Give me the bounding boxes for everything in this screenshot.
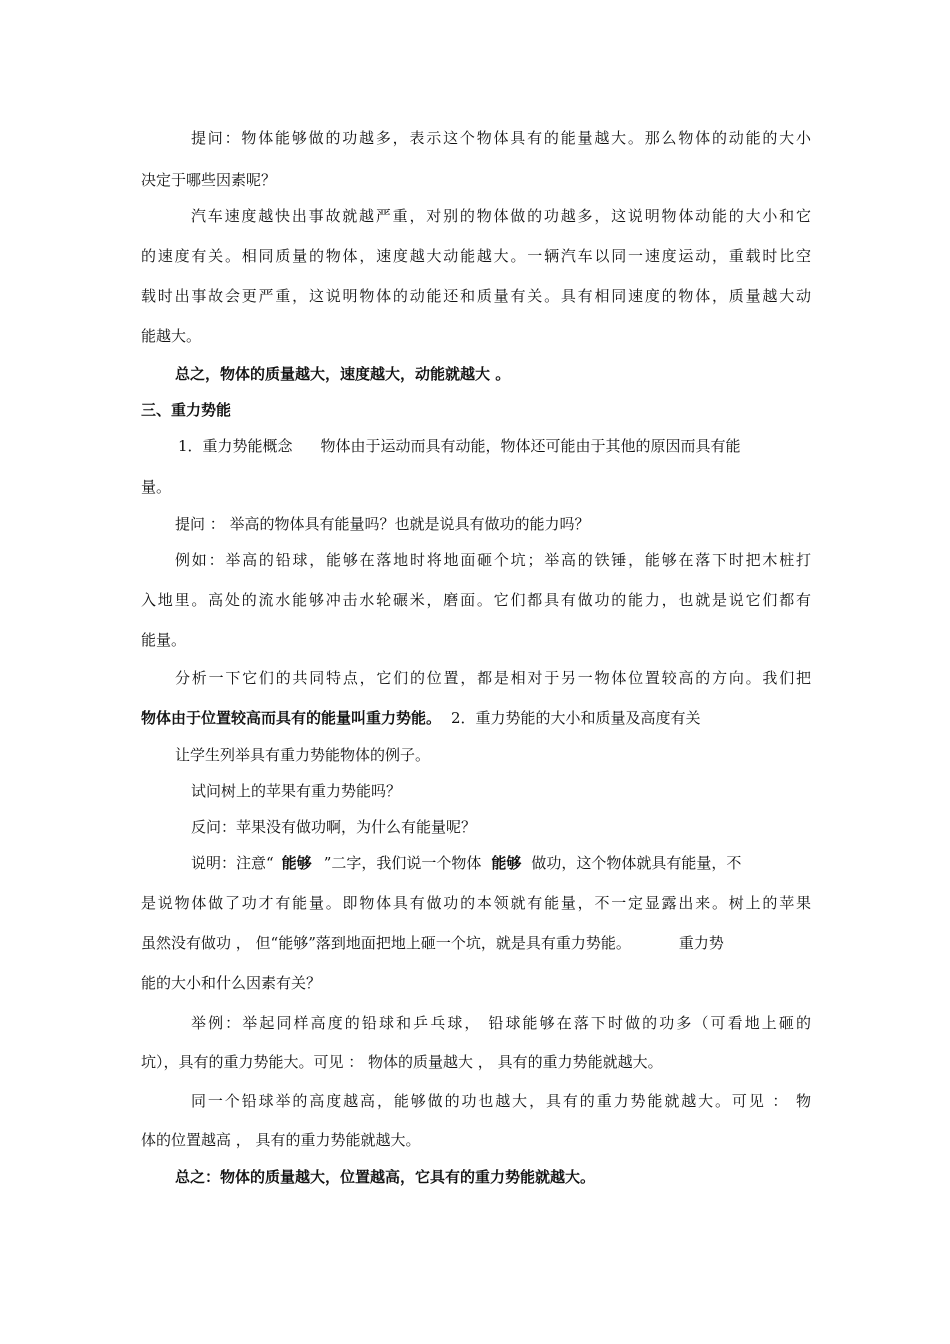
emphasis-word: 能够 [491, 854, 522, 872]
paragraph-line: 量。 [141, 478, 172, 496]
paragraph-line: 试问树上的苹果有重力势能吗？ [191, 782, 402, 800]
paragraph-line: 反问：苹果没有做功啊，为什么有能量呢？ [191, 818, 477, 836]
paragraph-line: 分析一下它们的共同特点，它们的位置，都是相对于另一物体位置较高的方向。我们把 [175, 669, 811, 687]
paragraph-line [178, 436, 741, 456]
paragraph-line: 让学生列举具有重力势能物体的例子。 [175, 746, 431, 764]
definition-bold-text: 物体由于位置较高而具有的能量叫重力势能。 [141, 709, 442, 727]
paragraph-text: 物体由于运动而具有动能，物体还可能由于其他的原因而具有能 [320, 437, 741, 455]
paragraph-line: 举例：举起同样高度的铅球和乒乓球， 铅球能够在落下时做的功多（可看地上砸的 [191, 1014, 811, 1032]
paragraph-line: 提问 ： 举高的物体具有能量吗？也就是说具有做功的能力吗？ [175, 515, 590, 533]
paragraph-line: 同一个铅球举的高度越高，能够做的功也越大，具有的重力势能就越大。可见 ： 物 [191, 1092, 811, 1110]
paragraph-line: 载时出事故会更严重，这说明物体的动能还和质量有关。具有相同速度的物体，质量越大动 [141, 287, 811, 305]
summary-bold-line: 总之：物体的质量越大，位置越高，它具有的重力势能就越大。 [175, 1168, 596, 1186]
paragraph-line: 汽车速度越快出事故就越严重，对别的物体做的功越多，这说明物体动能的大小和它 [191, 207, 811, 225]
section-heading: 三、重力势能 [141, 401, 232, 419]
paragraph-line: 能量。 [141, 631, 187, 649]
paragraph-line: 决定于哪些因素呢？ [141, 171, 277, 189]
paragraph-line: 提问：物体能够做的功越多，表示这个物体具有的能量越大。那么物体的动能的大小 [191, 129, 811, 147]
paragraph-line: 的速度有关。相同质量的物体，速度越大动能越大。一辆汽车以同一速度运动，重载时比空 [141, 247, 811, 265]
paragraph-line: 是说物体做了功才有能量。即物体具有做功的本领就有能量，不一定显露出来。树上的苹果 [141, 894, 811, 912]
paragraph-line: 虽然没有做功 ， 但“能够”落到地面把地上砸一个坑，就是具有重力势能。 重力势 [141, 934, 724, 952]
subheading-gravity-energy-concept: 1．重力势能概念 [178, 437, 293, 455]
paragraph-line [141, 708, 701, 728]
summary-bold-line: 总之，物体的质量越大，速度越大，动能就越大 。 [175, 365, 511, 383]
paragraph-line: 入地里。高处的流水能够冲击水轮碾米，磨面。它们都具有做功的能力，也就是说它们都有 [141, 591, 811, 609]
emphasis-word: 能够 [281, 854, 312, 872]
paragraph-line: 坑），具有的重力势能大。可见 ： 物体的质量越大 ， 具有的重力势能就越大。 [141, 1053, 663, 1071]
paragraph-line: 例如：举高的铅球，能够在落地时将地面砸个坑；举高的铁锤，能够在落下时把木桩打 [175, 551, 811, 569]
paragraph-line: 能越大。 [141, 327, 202, 345]
paragraph-line: 能的大小和什么因素有关？ [141, 974, 322, 992]
paragraph-line: 体的位置越高 ， 具有的重力势能就越大。 [141, 1131, 421, 1149]
subheading-gravity-energy-factors: 2．重力势能的大小和质量及高度有关 [451, 709, 701, 727]
paragraph-line: 说明：注意“ 能够 ”二字，我们说一个物体 能够 做功，这个物体就具有能量，不 [191, 854, 742, 872]
